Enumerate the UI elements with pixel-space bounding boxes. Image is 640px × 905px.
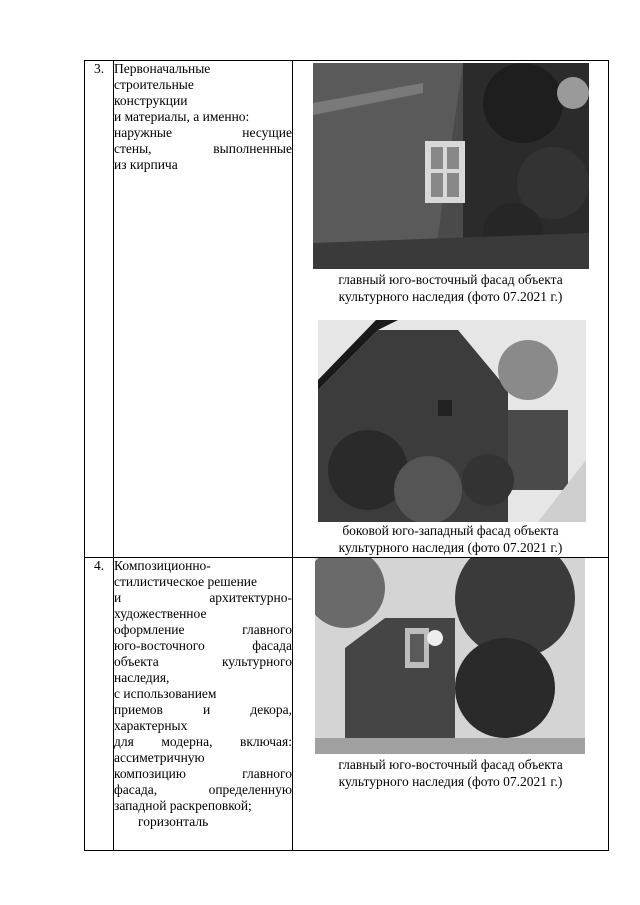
description-line: характерных [114,718,188,733]
photo-cell [293,558,609,851]
facade-photo [315,558,585,754]
description-line: наследия, [114,670,170,685]
word: выполненные [213,141,292,156]
table-row [85,558,609,851]
word: главного [242,766,292,781]
description-line [114,141,292,157]
word: культурного [221,654,292,669]
description-line [114,622,292,638]
facade-photo [313,63,589,269]
photo-caption [293,522,608,556]
facade-photo [318,320,586,522]
word: стены, [114,141,152,156]
caption-line: культурного наследия (фото 07.2021 г.) [338,774,563,789]
caption-line: культурного наследия (фото 07.2021 г.) [338,540,563,555]
word: для [114,734,134,749]
word: приемов [114,702,163,717]
word: объекта [114,654,159,669]
caption-line: главный юго-восточный фасад объекта [338,757,563,772]
word: наружные [114,125,172,140]
description-line [114,766,292,782]
row-description [114,61,293,558]
caption-line: боковой юго-западный фасад объекта [342,523,559,538]
word: несущие [242,125,292,140]
word: и [114,590,122,605]
word: юго-восточного [114,638,205,653]
word: фасада, [114,782,158,797]
photo-caption [293,271,608,305]
description-line [114,734,292,750]
word: модерна, [161,734,213,749]
row-description [114,558,293,851]
description-line [114,125,292,141]
word: определенную [208,782,292,797]
description-line: строительные [114,77,194,92]
word: композицию [114,766,186,781]
description-line [114,590,292,606]
word: декора, [250,702,292,717]
word: и [203,702,211,717]
description-line: стилистическое решение [114,574,258,589]
row-number: 3. [85,61,114,558]
caption-line: культурного наследия (фото 07.2021 г.) [338,289,563,304]
description-line: художественное [114,606,207,621]
description-line: из кирпича [114,157,178,172]
heritage-table [84,60,609,851]
description-line: конструкции [114,93,188,108]
table-row [85,61,609,558]
description-line [114,702,292,718]
description-line: Первоначальные [114,61,211,76]
description-line: западной раскреповкой; [114,798,252,813]
word: главного [242,622,292,637]
description-line [114,782,292,798]
description-line [114,638,292,654]
word: оформление [114,622,185,637]
photo-caption [293,756,608,790]
description-line: и материалы, а именно: [114,109,250,124]
description-line: горизонталь [138,814,209,829]
description-line: с использованием [114,686,217,701]
word: фасада [252,638,292,653]
row-number: 4. [85,558,114,851]
word: архитектурно- [209,590,292,605]
description-line: ассиметричную [114,750,205,765]
caption-line: главный юго-восточный фасад объекта [338,272,563,287]
description-line [114,654,292,670]
photo-cell [293,61,609,558]
description-line: Композиционно- [114,558,211,573]
word: включая: [240,734,292,749]
